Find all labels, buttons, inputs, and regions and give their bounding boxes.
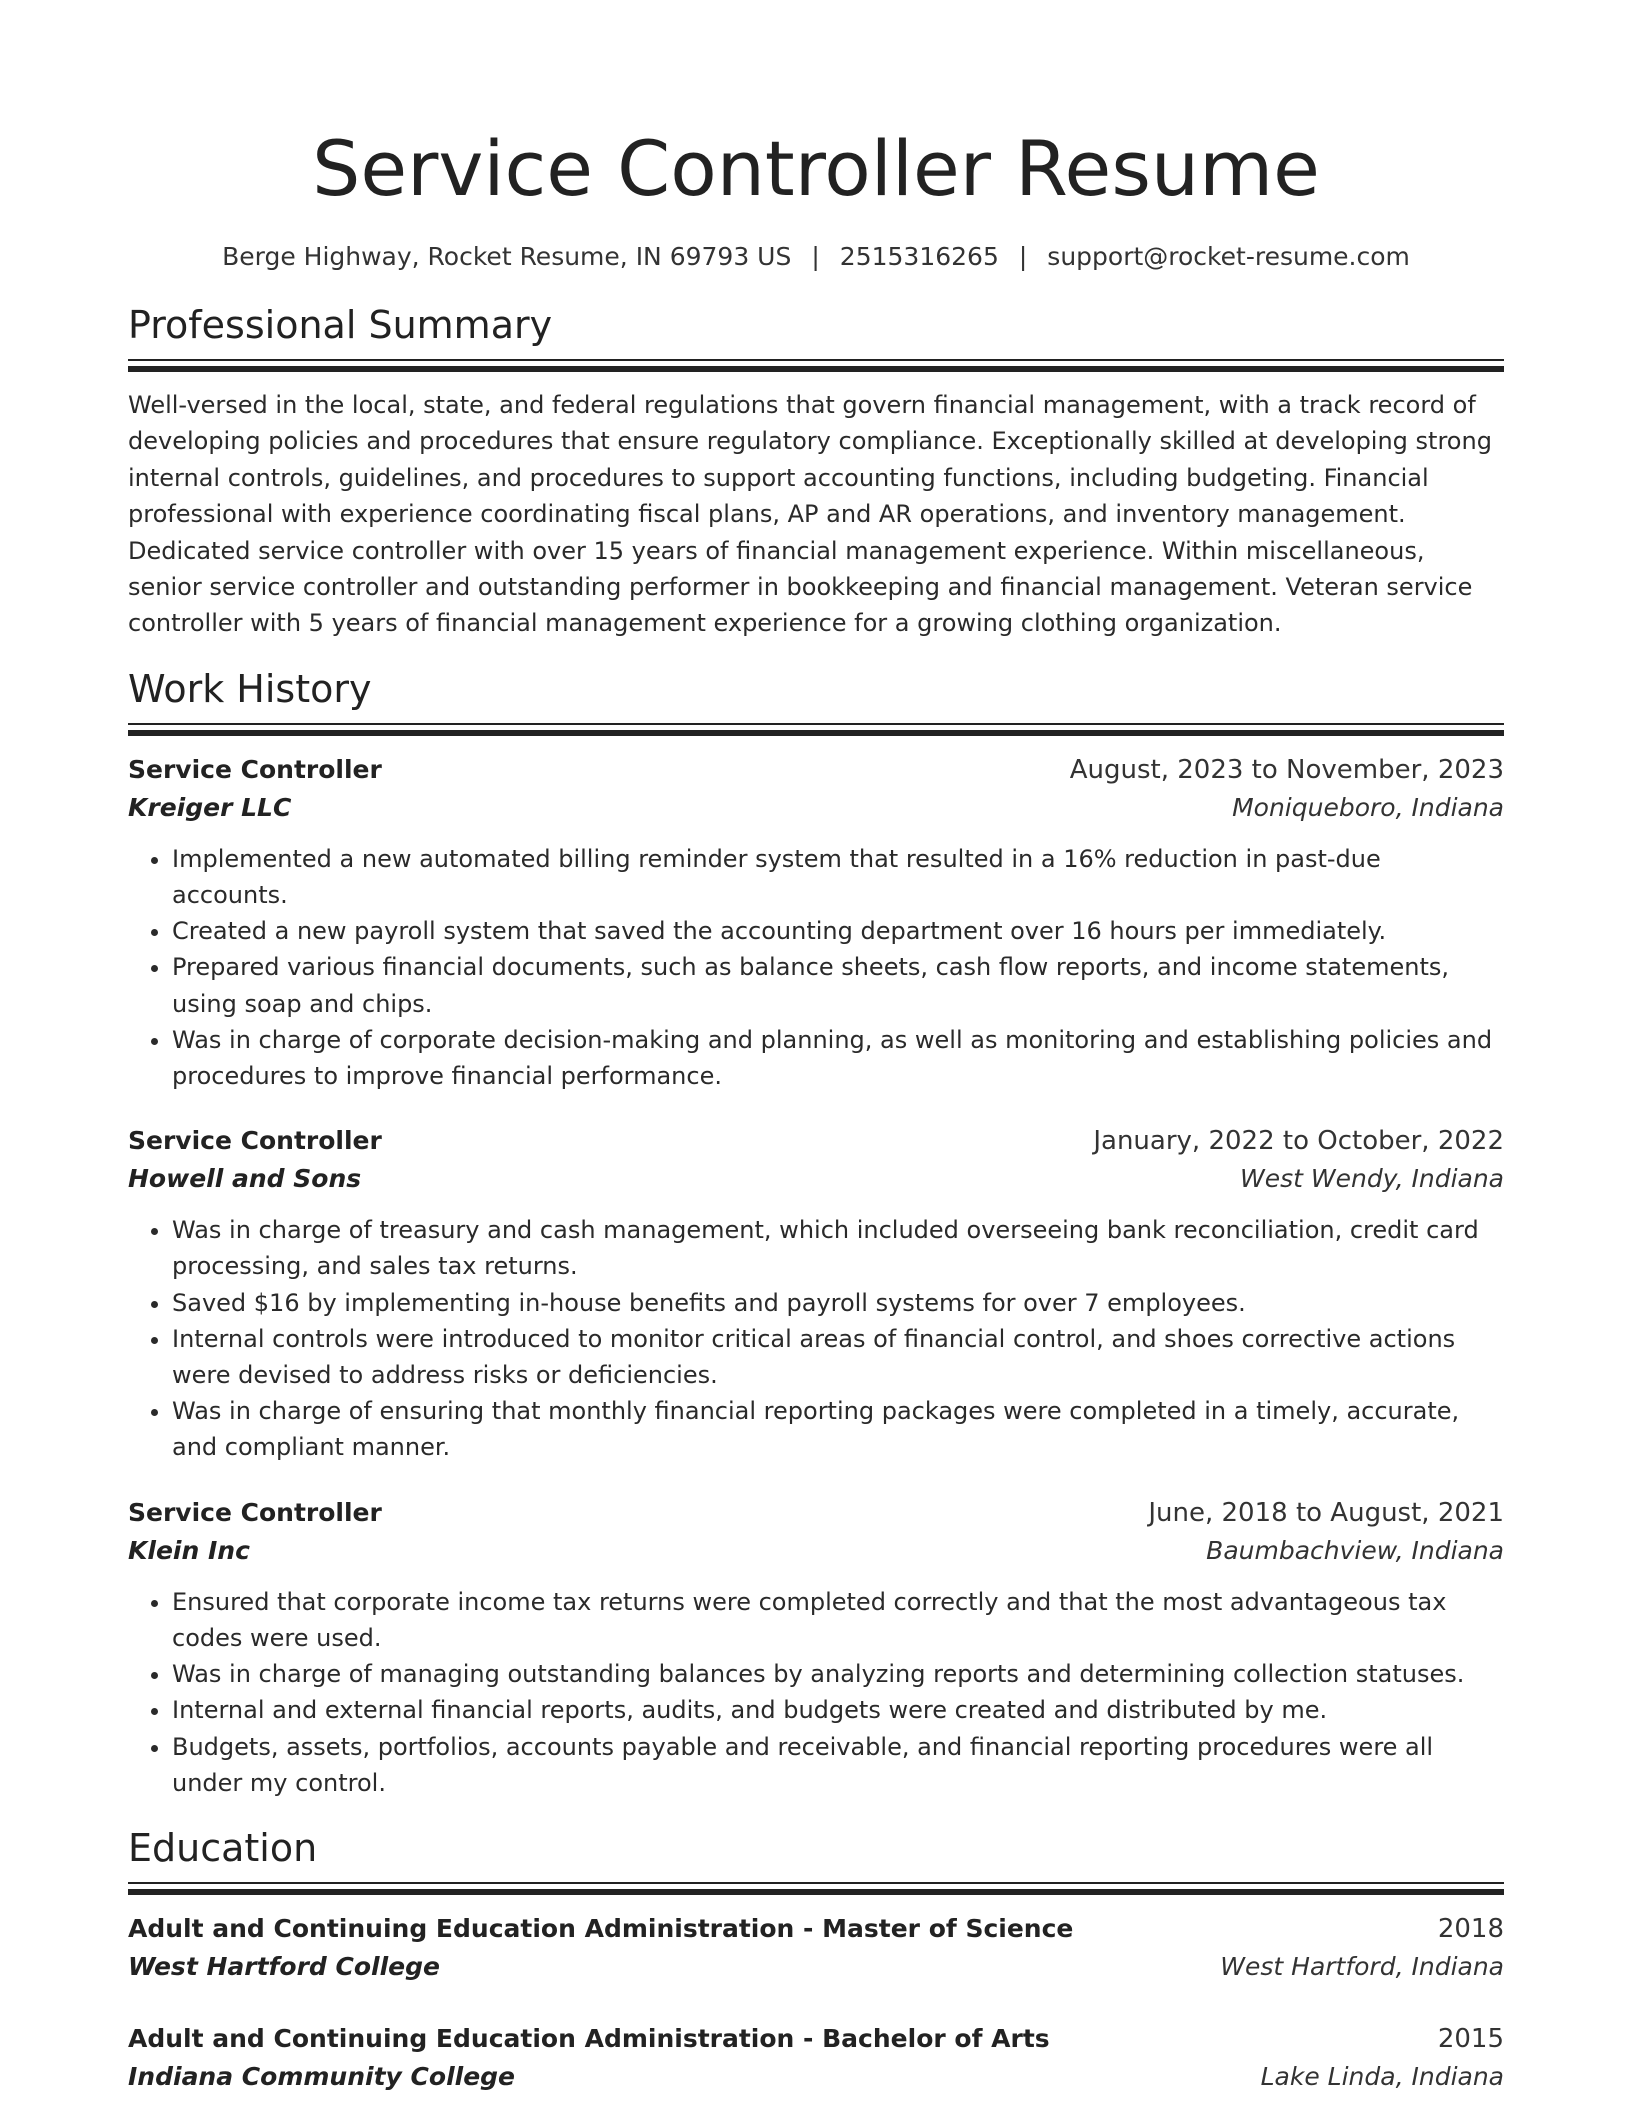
education-year: 2018 xyxy=(1437,1913,1504,1944)
contact-phone: 2515316265 xyxy=(839,242,999,271)
education-school: West Hartford College xyxy=(128,1951,440,1981)
job-bullet: • Internal and external financial reports, audits, and budgets were created and distributed by me. xyxy=(172,1692,1504,1728)
job-dates: January, 2022 to October, 2022 xyxy=(1093,1126,1504,1157)
job-company-row xyxy=(128,1532,1504,1570)
job-bullet: • Created a new payroll system that saved the accounting department over 16 hours per immediately. xyxy=(172,913,1504,949)
job-header-row xyxy=(128,751,1504,789)
education-school-row xyxy=(128,2058,1504,2096)
job-company: Klein Inc xyxy=(128,1535,250,1565)
job-bullet: • Prepared various financial documents, such as balance sheets, cash flow reports, and income statements, using soap and chips. xyxy=(172,949,1504,1021)
work-history-section xyxy=(128,666,1504,1801)
contact-separator: | xyxy=(1018,242,1028,271)
work-history-heading: Work History xyxy=(128,666,372,711)
job-location: Moniqueboro, Indiana xyxy=(1232,792,1504,822)
job-entry xyxy=(128,1122,1504,1465)
resume-title: Service Controller Resume xyxy=(312,124,1320,213)
job-company: Kreiger LLC xyxy=(128,792,292,822)
job-bullet: • Implemented a new automated billing reminder system that resulted in a 16% reduction in past-due accounts. xyxy=(172,841,1504,913)
job-bullets xyxy=(128,1584,1504,1801)
job-header-row xyxy=(128,1494,1504,1532)
job-bullet: • Was in charge of managing outstanding balances by analyzing reports and determining collection statuses. xyxy=(172,1656,1504,1692)
job-entry xyxy=(128,751,1504,1094)
contact-email: support@rocket-resume.com xyxy=(1047,242,1410,271)
job-location: West Wendy, Indiana xyxy=(1240,1164,1504,1194)
job-dates: June, 2018 to August, 2021 xyxy=(1148,1497,1504,1528)
education-entry xyxy=(128,2020,1504,2096)
education-year: 2015 xyxy=(1437,2023,1504,2054)
contact-separator: | xyxy=(811,242,820,271)
education-heading: Education xyxy=(128,1825,318,1870)
job-header-row xyxy=(128,1122,1504,1160)
resume-page xyxy=(128,0,1504,2096)
contact-line xyxy=(128,240,1504,274)
job-bullets xyxy=(128,841,1504,1094)
job-company: Howell and Sons xyxy=(128,1164,362,1194)
contact-address: Berge Highway, Rocket Resume, IN 69793 US xyxy=(222,242,792,271)
job-entry xyxy=(128,1494,1504,1801)
education-degree: Adult and Continuing Education Administration - Master of Science xyxy=(128,1913,1074,1943)
education-school: Indiana Community College xyxy=(128,2061,516,2091)
job-bullet: • Internal controls were introduced to monitor critical areas of financial control, and shoes corrective actions were devised to address risks or deficiencies. xyxy=(172,1321,1504,1393)
job-company-row xyxy=(128,789,1504,827)
job-location: Baumbachview, Indiana xyxy=(1206,1535,1504,1565)
education-location: West Hartford, Indiana xyxy=(1220,1951,1504,1981)
job-title: Service Controller xyxy=(128,1497,382,1527)
education-degree: Adult and Continuing Education Administration - Bachelor of Arts xyxy=(128,2023,1050,2053)
summary-heading: Professional Summary xyxy=(128,303,553,347)
section-divider xyxy=(128,723,1504,737)
job-bullet: • Budgets, assets, portfolios, accounts payable and receivable, and financial reporting procedures were all under my control. xyxy=(172,1729,1504,1801)
job-bullet: • Was in charge of ensuring that monthly financial reporting packages were completed in a timely, accurate, and compliant manner. xyxy=(172,1393,1504,1465)
section-divider xyxy=(128,1882,1504,1896)
job-bullet: • Was in charge of treasury and cash management, which included overseeing bank reconciliation, credit card processing, and sales tax returns. xyxy=(172,1212,1504,1284)
education-degree-row xyxy=(128,2020,1504,2058)
job-title: Service Controller xyxy=(128,1126,382,1156)
job-bullet: • Saved $16 by implementing in-house benefits and payroll systems for over 7 employees. xyxy=(172,1285,1504,1321)
job-bullet: • Was in charge of corporate decision-making and planning, as well as monitoring and establishing policies and procedures to improve financial performance. xyxy=(172,1022,1504,1094)
job-bullet: • Ensured that corporate income tax returns were completed correctly and that the most advantageous tax codes were used. xyxy=(172,1584,1504,1656)
education-degree-row xyxy=(128,1910,1504,1948)
job-title: Service Controller xyxy=(128,754,382,784)
summary-section xyxy=(128,302,1504,642)
job-bullets xyxy=(128,1212,1504,1465)
job-company-row xyxy=(128,1160,1504,1198)
summary-text: Well-versed in the local, state, and federal regulations that govern financial management, with a track record of developing policies and procedures that ensure regulatory compliance. Exceptionally skilled at developing strong internal controls, guidelines, and procedures to support accounting functions, including budgeting. Financial professional with experience coordinating fiscal plans, AP and AR operations, and inventory management. Dedicated service controller with over 15 years of financial management experience. Within miscellaneous, senior service controller and outstanding performer in bookkeeping and financial management. Veteran service controller with 5 years of financial management experience for a growing clothing organization. xyxy=(128,391,1492,638)
job-dates: August, 2023 to November, 2023 xyxy=(1069,754,1504,785)
education-section xyxy=(128,1825,1504,2096)
education-entry xyxy=(128,1910,1504,1986)
education-location: Lake Linda, Indiana xyxy=(1260,2061,1504,2091)
section-divider xyxy=(128,359,1504,373)
education-school-row xyxy=(128,1948,1504,1986)
